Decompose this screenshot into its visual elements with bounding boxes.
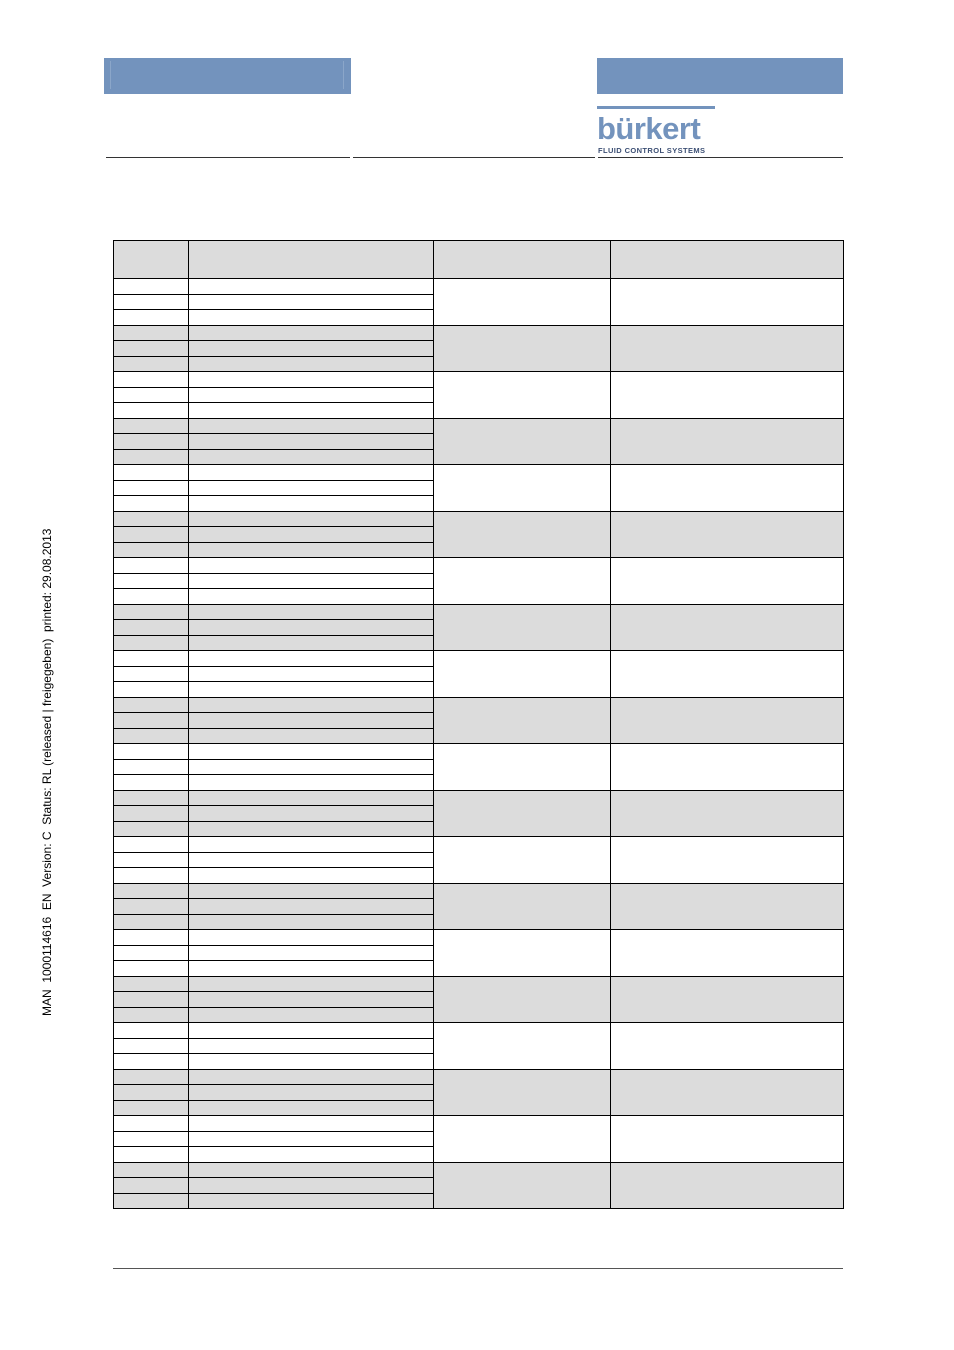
table-cell <box>189 573 434 589</box>
table-merged-cell <box>611 651 844 698</box>
table-cell <box>189 1162 434 1178</box>
table-cell <box>114 434 189 450</box>
table-merged-cell <box>611 325 844 372</box>
table-cell <box>189 775 434 791</box>
table-cell <box>189 852 434 868</box>
column-header <box>611 241 844 279</box>
table-cell <box>189 558 434 574</box>
table-cell <box>114 449 189 465</box>
table-merged-cell <box>434 837 611 884</box>
table-merged-cell <box>434 1162 611 1209</box>
table-cell <box>189 945 434 961</box>
table-cell <box>189 1054 434 1070</box>
table-row <box>114 883 844 899</box>
table-cell <box>189 744 434 760</box>
table-merged-cell <box>434 511 611 558</box>
table-merged-cell <box>611 790 844 837</box>
header-band-right <box>597 58 843 94</box>
table-merged-cell <box>611 1162 844 1209</box>
table-cell <box>189 325 434 341</box>
table-cell <box>114 899 189 915</box>
table-merged-cell <box>434 651 611 698</box>
table-merged-cell <box>434 976 611 1023</box>
table-cell <box>114 635 189 651</box>
table-cell <box>114 496 189 512</box>
table-cell <box>114 651 189 667</box>
table-merged-cell <box>611 279 844 326</box>
table-cell <box>114 852 189 868</box>
table-cell <box>189 403 434 419</box>
table-row <box>114 372 844 388</box>
table-cell <box>114 759 189 775</box>
table-row <box>114 697 844 713</box>
table-cell <box>189 418 434 434</box>
table-merged-cell <box>434 697 611 744</box>
table-cell <box>189 899 434 915</box>
table-merged-cell <box>611 930 844 977</box>
table-merged-cell <box>611 837 844 884</box>
table-cell <box>189 1069 434 1085</box>
table-cell <box>114 527 189 543</box>
table-cell <box>189 341 434 357</box>
table-merged-cell <box>434 279 611 326</box>
table-cell <box>189 697 434 713</box>
table-cell <box>114 868 189 884</box>
table-merged-cell <box>434 325 611 372</box>
table-cell <box>114 976 189 992</box>
table-cell <box>189 1193 434 1209</box>
table-merged-cell <box>611 1116 844 1163</box>
table-merged-cell <box>434 1069 611 1116</box>
table-cell <box>189 1178 434 1194</box>
table-cell <box>114 961 189 977</box>
table-cell <box>189 728 434 744</box>
table-row <box>114 744 844 760</box>
table-cell <box>189 434 434 450</box>
table-merged-cell <box>434 465 611 512</box>
table-row <box>114 1069 844 1085</box>
table-cell <box>114 728 189 744</box>
table-cell <box>189 930 434 946</box>
table-cell <box>189 449 434 465</box>
table-cell <box>189 961 434 977</box>
table-cell <box>114 372 189 388</box>
column-header <box>114 241 189 279</box>
table-cell <box>189 806 434 822</box>
header-divider <box>353 157 595 158</box>
table-cell <box>114 930 189 946</box>
table-row <box>114 511 844 527</box>
table-cell <box>114 573 189 589</box>
table-cell <box>114 387 189 403</box>
table-cell <box>189 1147 434 1163</box>
table-cell <box>189 527 434 543</box>
table-cell <box>114 1085 189 1101</box>
table-cell <box>114 775 189 791</box>
table-cell <box>114 682 189 698</box>
table-cell <box>114 790 189 806</box>
table-row <box>114 651 844 667</box>
table-cell <box>189 713 434 729</box>
table-cell <box>189 821 434 837</box>
column-header <box>189 241 434 279</box>
table-merged-cell <box>611 604 844 651</box>
column-header <box>434 241 611 279</box>
table-merged-cell <box>611 1069 844 1116</box>
table-cell <box>114 883 189 899</box>
table-cell <box>189 759 434 775</box>
table-cell <box>114 821 189 837</box>
table-cell <box>189 1038 434 1054</box>
table-row <box>114 1116 844 1132</box>
table-row <box>114 418 844 434</box>
table-cell <box>189 651 434 667</box>
table-merged-cell <box>434 558 611 605</box>
table-cell <box>189 790 434 806</box>
table-cell <box>189 635 434 651</box>
table-cell <box>114 1131 189 1147</box>
table-cell <box>189 465 434 481</box>
table-merged-cell <box>434 930 611 977</box>
table-cell <box>189 356 434 372</box>
table-cell <box>189 1085 434 1101</box>
table-cell <box>114 511 189 527</box>
table-cell <box>114 542 189 558</box>
table-merged-cell <box>434 372 611 419</box>
header-band-left <box>104 58 351 94</box>
table-merged-cell <box>611 1023 844 1070</box>
table-cell <box>114 837 189 853</box>
table-row <box>114 325 844 341</box>
table-cell <box>114 1178 189 1194</box>
table-cell <box>114 713 189 729</box>
table-cell <box>189 620 434 636</box>
table-cell <box>114 992 189 1008</box>
table-cell <box>114 589 189 605</box>
table-cell <box>189 589 434 605</box>
table-cell <box>114 465 189 481</box>
table-row <box>114 465 844 481</box>
table-cell <box>114 558 189 574</box>
table-cell <box>114 325 189 341</box>
table-cell <box>114 1193 189 1209</box>
table-cell <box>114 310 189 326</box>
header-divider <box>106 157 350 158</box>
table-row <box>114 558 844 574</box>
table-cell <box>114 604 189 620</box>
table-cell <box>189 279 434 295</box>
table-cell <box>189 496 434 512</box>
table-cell <box>114 1116 189 1132</box>
table-cell <box>114 806 189 822</box>
table-cell <box>189 1100 434 1116</box>
table-merged-cell <box>611 465 844 512</box>
table-cell <box>114 1023 189 1039</box>
table-cell <box>114 1100 189 1116</box>
table-row <box>114 1162 844 1178</box>
table-cell <box>189 387 434 403</box>
logo-wordmark: bürkert <box>597 111 701 146</box>
table-cell <box>189 682 434 698</box>
table-cell <box>189 976 434 992</box>
table-merged-cell <box>434 1023 611 1070</box>
table-cell <box>189 480 434 496</box>
table-cell <box>114 1038 189 1054</box>
table-cell <box>189 604 434 620</box>
table-cell <box>114 1147 189 1163</box>
table-merged-cell <box>434 790 611 837</box>
data-table <box>113 240 844 1209</box>
header-divider <box>598 157 843 158</box>
table-cell <box>189 666 434 682</box>
table-cell <box>114 744 189 760</box>
table-merged-cell <box>434 418 611 465</box>
table-row <box>114 790 844 806</box>
table-cell <box>114 1007 189 1023</box>
table-merged-cell <box>434 883 611 930</box>
table-merged-cell <box>611 697 844 744</box>
table-cell <box>189 511 434 527</box>
table-row <box>114 1023 844 1039</box>
table-cell <box>189 992 434 1008</box>
table-cell <box>189 883 434 899</box>
table-cell <box>189 294 434 310</box>
table-cell <box>189 542 434 558</box>
table-cell <box>114 666 189 682</box>
table-cell <box>189 1116 434 1132</box>
table-cell <box>114 1069 189 1085</box>
table-merged-cell <box>611 744 844 791</box>
table-cell <box>114 403 189 419</box>
table-cell <box>189 1131 434 1147</box>
table-merged-cell <box>434 1116 611 1163</box>
table-cell <box>189 1023 434 1039</box>
table-cell <box>114 945 189 961</box>
table-row <box>114 837 844 853</box>
table-cell <box>114 294 189 310</box>
table-merged-cell <box>611 976 844 1023</box>
table-row <box>114 930 844 946</box>
table-cell <box>189 914 434 930</box>
table-cell <box>114 418 189 434</box>
table-cell <box>189 1007 434 1023</box>
table-merged-cell <box>611 883 844 930</box>
table-cell <box>114 341 189 357</box>
logo-tagline: FLUID CONTROL SYSTEMS <box>598 146 706 155</box>
footer-divider <box>113 1268 843 1269</box>
table-header-row <box>114 241 844 279</box>
table-cell <box>189 868 434 884</box>
table-merged-cell <box>434 744 611 791</box>
table-merged-cell <box>611 558 844 605</box>
table-merged-cell <box>611 372 844 419</box>
table-cell <box>114 480 189 496</box>
table-cell <box>114 279 189 295</box>
table-cell <box>114 356 189 372</box>
table-row <box>114 976 844 992</box>
table-cell <box>189 372 434 388</box>
table-cell <box>189 837 434 853</box>
table-cell <box>189 310 434 326</box>
table-merged-cell <box>434 604 611 651</box>
table-cell <box>114 914 189 930</box>
table-merged-cell <box>611 511 844 558</box>
table-merged-cell <box>611 418 844 465</box>
table-row <box>114 604 844 620</box>
burkert-logo <box>597 106 717 156</box>
table-cell <box>114 620 189 636</box>
document-status-note: MAN 1000114616 EN Version: C Status: RL (released | freigegeben) printed: 29.08.2013 <box>40 528 54 1016</box>
table-cell <box>114 1054 189 1070</box>
table-row <box>114 279 844 295</box>
table-cell <box>114 697 189 713</box>
table-cell <box>114 1162 189 1178</box>
